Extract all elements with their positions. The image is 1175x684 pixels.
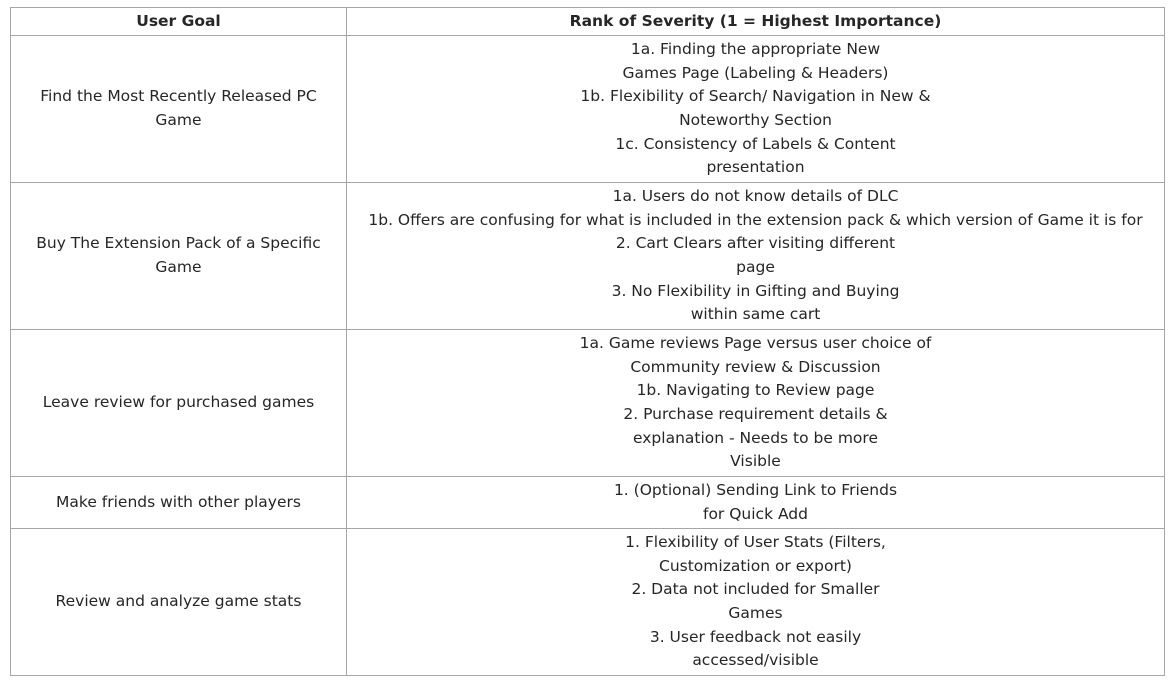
severity-line: accessed/visible (692, 651, 819, 670)
severity-line: 1b. Offers are confusing for what is included in the extension pack & which version of Game it is for (368, 210, 1143, 229)
severity-cell (347, 36, 1165, 183)
header-user-goal: User Goal (11, 8, 347, 36)
severity-line: 1c. Consistency of Labels & Content (615, 134, 896, 153)
user-goal-text: Find the Most Recently Released PC Game (40, 87, 317, 129)
table-row (11, 330, 1165, 477)
severity-line: 3. User feedback not easily (649, 627, 862, 646)
user-goal-cell (11, 529, 347, 676)
severity-cell (347, 529, 1165, 676)
severity-cell (347, 330, 1165, 477)
user-goal-text: Review and analyze game stats (55, 592, 302, 611)
severity-line: page (736, 258, 775, 276)
severity-line: 2. Data not included for Smaller (631, 580, 880, 599)
severity-line: Customization or export) (659, 556, 852, 575)
severity-line: 2. Cart Clears after visiting different (615, 234, 896, 253)
severity-line: 1b. Flexibility of Search/ Navigation in New & (580, 87, 931, 106)
severity-cell (347, 477, 1165, 529)
user-goal-text: Make friends with other players (56, 492, 301, 511)
severity-line: 2. Purchase requirement details & (623, 405, 888, 423)
user-goal-text: Leave review for purchased games (42, 393, 315, 412)
severity-line: Visible (730, 452, 781, 471)
severity-line: 1. (Optional) Sending Link to Friends (613, 480, 898, 499)
user-goal-cell (11, 183, 347, 330)
severity-line: Noteworthy Section (679, 111, 832, 129)
severity-table (10, 7, 1165, 676)
user-goal-cell (11, 477, 347, 529)
table-row (11, 36, 1165, 183)
severity-line: Community review & Discussion (630, 357, 881, 376)
severity-line: 1a. Users do not know details of DLC (612, 186, 899, 205)
user-goal-cell (11, 36, 347, 183)
severity-line: presentation (706, 158, 805, 177)
severity-line: explanation - Needs to be more (633, 428, 878, 447)
user-goal-cell (11, 330, 347, 477)
severity-line: 1. Flexibility of User Stats (Filters, (625, 532, 886, 551)
table-row (11, 183, 1165, 330)
severity-line: 1a. Game reviews Page versus user choice of (579, 333, 932, 352)
severity-line: within same cart (690, 305, 821, 324)
severity-line: 1b. Navigating to Review page (636, 381, 875, 400)
table-row (11, 529, 1165, 676)
severity-line: Games Page (Labeling & Headers) (622, 63, 889, 82)
table-row (11, 477, 1165, 529)
header-rank-of-severity: Rank of Severity (1 = Highest Importance) (347, 8, 1165, 36)
severity-line: for Quick Add (702, 504, 808, 523)
severity-line: Games (728, 604, 783, 622)
header-row (11, 8, 1165, 36)
severity-line: 3. No Flexibility in Gifting and Buying (611, 281, 900, 300)
severity-cell (347, 183, 1165, 330)
severity-line: 1a. Finding the appropriate New (630, 39, 881, 58)
user-goal-text: Buy The Extension Pack of a Specific Game (36, 234, 321, 276)
